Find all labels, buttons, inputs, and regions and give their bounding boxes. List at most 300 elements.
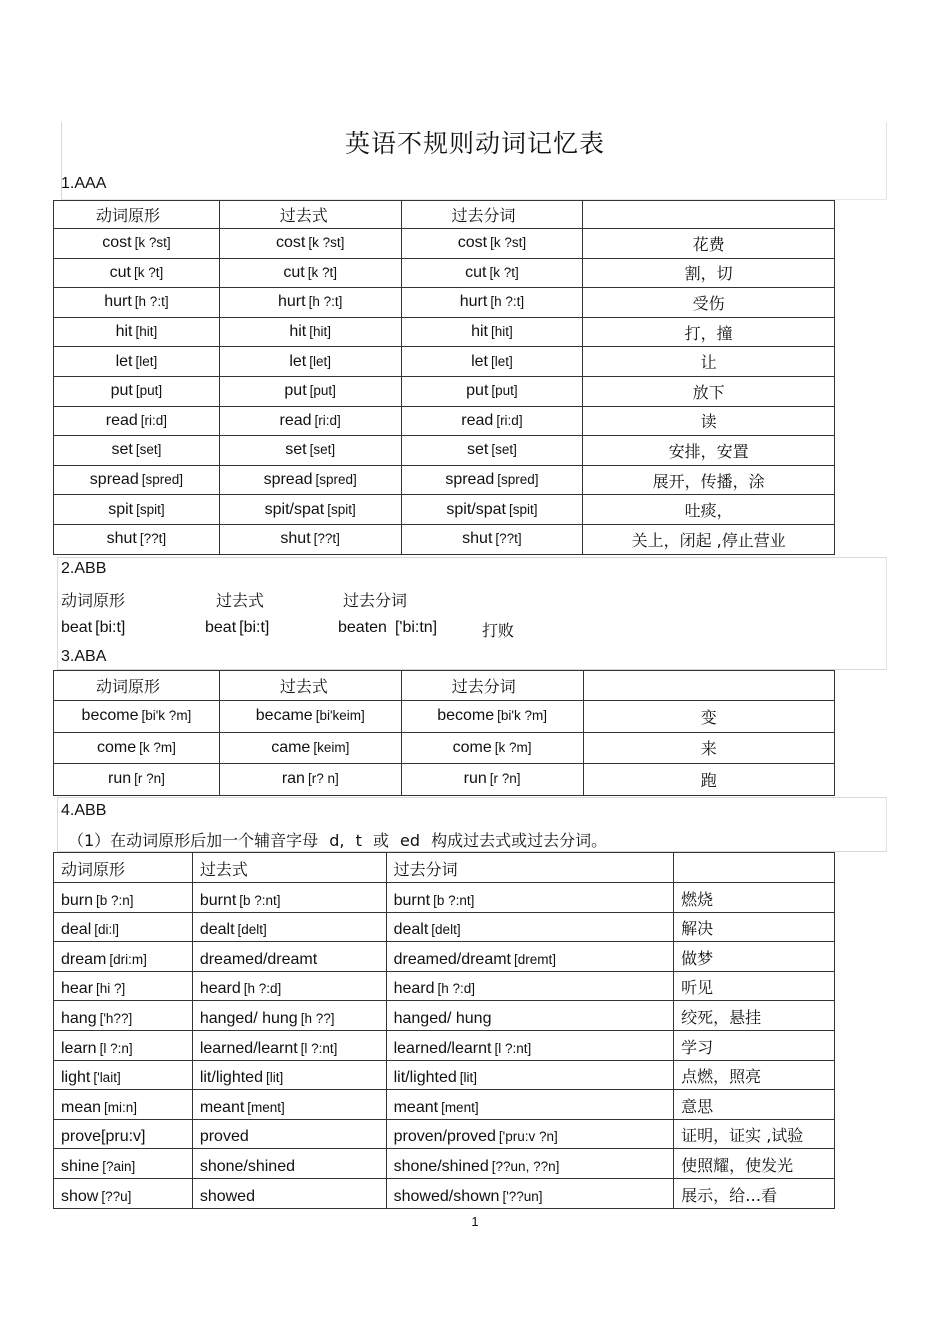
past-participle-cell-ipa: [ment] [441,1099,479,1115]
past-tense-cell [219,465,401,495]
abb-header-base: 动词原形 [61,591,126,610]
past-tense-cell [219,317,401,347]
base-form-cell-word: set [111,441,133,459]
base-form-cell-word: let [115,352,133,370]
base-form-cell [54,524,220,554]
base-form-cell-word: read [105,411,138,429]
meaning-cell-text: 花费 [692,234,725,254]
past-participle-cell-ipa: [k ?t] [489,264,519,280]
past-tense-cell-word: became [255,707,313,725]
meaning-cell-text: 展开，传播，涂 [652,471,765,491]
column-header: 过去式 [192,853,386,883]
table-row [54,288,835,318]
page-title: 英语不规则动词记忆表 [344,129,605,158]
past-tense-cell-word: meant [199,1098,245,1116]
abb-pp: beaten [338,619,387,636]
past-participle-cell-word: cost [457,234,488,252]
abb-base: beat [61,619,93,636]
table-row [54,1178,835,1208]
table-header-row [54,853,835,883]
base-form-cell-ipa: [bi'k ?m] [141,708,192,724]
past-tense-cell-word: cut [283,263,305,281]
table-header-row [54,671,835,701]
table-row [54,376,835,406]
past-participle-cell-word: hanged/ hung [393,1009,492,1027]
table-row [54,1060,835,1090]
meaning-cell-text: 割，切 [684,264,733,284]
past-participle-cell-ipa: [delt] [431,922,461,938]
base-form-cell [54,1030,193,1060]
base-form-cell [54,376,220,406]
past-participle-cell [386,1149,674,1179]
past-participle-cell-word: spit/spat [446,500,506,518]
past-participle-cell [401,701,583,733]
meaning-cell [674,1090,835,1120]
column-header: 动词原形 [54,853,193,883]
base-form-cell-ipa: [put] [135,383,163,399]
base-form-cell-word: hurt [104,293,132,311]
past-tense-cell-ipa: [hit] [309,324,331,340]
base-form-cell-ipa: [spit] [136,501,165,517]
abb-past-ipa: [bi:t] [239,619,270,636]
past-tense-cell [192,1090,386,1120]
base-form-cell-ipa: [hit] [135,324,158,340]
past-participle-cell-word: meant [393,1098,439,1116]
past-participle-cell [401,347,583,377]
base-form-cell-ipa: [spred] [141,472,183,488]
base-form-cell-ipa: [di:l] [94,922,120,938]
past-participle-cell-word: shone/shined [393,1157,489,1175]
past-participle-cell [386,1090,674,1120]
past-participle-cell-word: spread [445,471,495,489]
past-tense-cell-word: dealt [199,921,235,939]
past-participle-cell-word: read [461,411,494,429]
meaning-cell [674,912,835,942]
past-tense-cell-ipa: [spred] [315,472,357,488]
base-form-cell-word: become [81,707,139,725]
meaning-cell [583,524,835,554]
past-tense-cell-ipa: [r? n] [307,771,339,787]
table-row [54,971,835,1001]
past-tense-cell-ipa: [lit] [265,1070,284,1086]
meaning-cell-text: 解决 [681,919,714,939]
past-tense-cell-word: read [279,411,312,429]
base-form-cell [54,912,193,942]
past-tense-cell [192,912,386,942]
past-tense-cell [219,764,401,796]
base-form-cell [54,1001,193,1031]
past-tense-cell-word: lit/lighted [199,1069,263,1087]
section-frame-abb-aba [57,557,887,670]
past-tense-cell [219,288,401,318]
past-tense-cell-ipa: [keim] [313,739,350,755]
meaning-cell-text: 关上，闭起 ,停止营业 [631,530,786,550]
past-participle-cell-word: hurt [459,293,488,311]
past-participle-cell-ipa: [l ?:nt] [494,1040,532,1056]
meaning-cell [583,229,835,259]
column-header: 动词原形 [54,671,220,701]
table-row [54,883,835,913]
past-participle-cell-ipa: [set] [491,442,517,458]
meaning-cell [583,406,835,436]
base-form-cell-word: shine [61,1157,100,1175]
meaning-cell-text: 燃烧 [681,889,714,909]
base-form-cell-ipa: ['h??] [99,1010,133,1026]
past-participle-cell [401,229,583,259]
base-form-cell [54,406,220,436]
past-participle-cell-ipa: [spit] [508,501,538,517]
abb-header-pp: 过去分词 [343,591,408,610]
table-row [54,942,835,972]
table-row [54,1090,835,1120]
past-tense-cell [192,1149,386,1179]
base-form-cell-ipa: [l ?:n] [99,1040,133,1056]
base-form-cell-word: hear [61,980,94,998]
column-header: 过去式 [219,671,401,701]
meaning-cell-text: 来 [700,739,717,759]
past-tense-cell-word: heard [199,980,241,998]
meaning-cell-text: 打，撞 [684,323,733,343]
past-tense-cell-ipa: [l ?:nt] [300,1040,338,1056]
past-participle-cell-word: dealt [393,921,429,939]
past-tense-cell-ipa: [k ?st] [308,235,345,251]
base-form-cell [54,971,193,1001]
base-form-cell-ipa: [dri:m] [109,951,147,967]
past-tense-cell [219,376,401,406]
column-header: 过去分词 [386,853,674,883]
past-participle-cell-ipa: [k ?m] [494,739,532,755]
past-tense-cell-ipa: [ri:d] [314,412,341,428]
past-tense-cell-word: came [271,738,311,756]
meaning-cell-text: 使照耀，使发光 [681,1155,794,1175]
past-tense-cell-word: shut [280,530,311,548]
past-tense-cell-word: showed [199,1187,255,1205]
past-participle-cell-word: let [471,352,488,370]
meaning-cell-text: 让 [700,353,717,373]
base-form-cell [54,347,220,377]
base-form-cell-ipa: [??t] [139,531,167,547]
base-form-cell [54,229,220,259]
column-header: 过去式 [219,201,401,229]
past-tense-cell [219,258,401,288]
past-tense-cell [219,406,401,436]
meaning-cell-text: 绞死，悬挂 [681,1007,762,1027]
past-participle-cell-ipa: ['pru:v ?n] [498,1129,558,1145]
past-participle-cell-word: burnt [393,891,431,909]
past-participle-cell-ipa: ['??un] [502,1188,543,1204]
past-participle-cell-word: run [463,770,487,788]
base-form-cell-ipa: [h ?:t] [134,294,169,310]
aaa-table [53,200,835,555]
base-form-cell [54,701,220,733]
past-tense-cell-word: put [284,382,307,400]
past-tense-cell [219,524,401,554]
past-participle-cell-ipa: [??t] [495,531,522,547]
past-tense-cell-ipa: [spit] [327,501,356,517]
past-participle-cell-word: shut [462,530,493,548]
abb-base-cell [61,619,125,637]
meaning-cell [674,1119,835,1149]
table-row [54,229,835,259]
past-tense-cell-word: hanged/ hung [199,1009,298,1027]
meaning-cell [583,347,835,377]
section-note: （1）在动词原形后加一个辅音字母 d, t 或 ed 构成过去式或过去分词。 [68,831,608,850]
base-form-cell [54,732,220,764]
past-participle-cell-word: set [467,441,489,459]
base-form-cell-ipa: ['lait] [93,1070,121,1086]
base-form-cell [54,258,220,288]
past-participle-cell-ipa: [hit] [491,324,513,340]
base-form-cell-word: prove[pru:v] [61,1128,146,1146]
past-tense-cell-ipa: [b ?:nt] [239,892,281,908]
past-tense-cell-word: ran [281,770,305,788]
meaning-cell [583,258,835,288]
section-label-aba: 3.ABA [61,648,107,665]
base-form-cell-word: cost [102,234,132,252]
past-participle-cell [401,317,583,347]
past-tense-cell-word: let [289,352,307,370]
past-participle-cell-ipa: [k ?st] [490,235,527,251]
base-form-cell-word: mean [61,1098,102,1116]
table-row [54,701,835,733]
column-header: 动词原形 [54,201,220,229]
past-participle-cell-ipa: [bi'k ?m] [497,708,547,724]
past-participle-cell-ipa: [spred] [497,472,539,488]
base-form-cell-word: spread [89,471,139,489]
past-participle-cell [386,1030,674,1060]
base-form-cell [54,317,220,347]
past-tense-cell-ipa: [ment] [247,1099,285,1115]
meaning-cell-text: 安排，安置 [668,441,749,461]
base-form-cell-ipa: [hi ?] [96,981,126,997]
meaning-cell-text: 证明，证实 ,试验 [681,1126,804,1146]
base-form-cell-word: deal [61,921,92,939]
base-form-cell-word: put [110,382,133,400]
past-participle-cell-ipa: [dremt] [513,951,556,967]
past-participle-cell-word: dreamed/dreamt [393,950,511,968]
table-row [54,912,835,942]
past-participle-cell [401,436,583,466]
abb-suffix-table [53,852,835,1209]
past-tense-cell-word: proved [199,1128,249,1146]
column-header: 过去分词 [401,671,583,701]
past-participle-cell [401,376,583,406]
meaning-cell-text: 受伤 [692,293,725,313]
past-participle-cell-ipa: [lit] [459,1070,478,1086]
column-header [583,201,835,229]
base-form-cell [54,495,220,525]
past-tense-cell-ipa: [??t] [313,531,340,547]
past-tense-cell-word: burnt [199,891,237,909]
meaning-cell [583,701,834,733]
column-header [674,853,835,883]
past-tense-cell-ipa: [k ?t] [307,264,337,280]
past-tense-cell [192,971,386,1001]
past-participle-cell [386,1001,674,1031]
abb-past: beat [205,619,237,636]
table-row [54,317,835,347]
meaning-cell [583,495,835,525]
past-tense-cell-word: learned/learnt [199,1039,298,1057]
base-form-cell [54,436,220,466]
table-row [54,1149,835,1179]
meaning-cell-text: 听见 [681,978,714,998]
base-form-cell-word: come [96,738,137,756]
base-form-cell-word: hit [115,323,133,341]
past-participle-cell [386,1178,674,1208]
aba-table [53,670,835,796]
meaning-cell-text: 变 [700,707,717,727]
past-participle-cell-word: lit/lighted [393,1069,457,1087]
base-form-cell [54,288,220,318]
base-form-cell [54,764,220,796]
base-form-cell [54,1090,193,1120]
past-tense-cell-ipa: [h ?:t] [308,294,343,310]
meaning-cell [583,288,835,318]
base-form-cell [54,465,220,495]
past-tense-cell-word: cost [275,234,306,252]
past-tense-cell-ipa: [delt] [237,922,267,938]
base-form-cell [54,1149,193,1179]
table-row [54,524,835,554]
section-label-abb: 2.ABB [61,560,107,577]
past-tense-cell [192,1178,386,1208]
base-form-cell-ipa: [b ?:n] [96,892,134,908]
meaning-cell-text: 点燃，照亮 [681,1067,762,1087]
meaning-cell [583,376,835,406]
past-tense-cell [192,883,386,913]
column-header: 过去分词 [401,201,583,229]
past-tense-cell [219,495,401,525]
past-tense-cell-ipa: [let] [309,353,331,369]
past-participle-cell [386,1060,674,1090]
table-row [54,495,835,525]
meaning-cell [583,732,834,764]
past-participle-cell-ipa: [r ?n] [489,771,521,787]
past-participle-cell [401,288,583,318]
base-form-cell-ipa: [ri:d] [140,412,168,428]
base-form-cell-word: spit [108,500,134,518]
past-tense-cell [219,347,401,377]
past-tense-cell [219,229,401,259]
past-tense-cell-word: hit [289,323,307,341]
past-participle-cell-ipa: [put] [491,383,518,399]
meaning-cell-text: 跑 [700,770,717,790]
base-form-cell-ipa: [mi:n] [104,1099,138,1115]
past-tense-cell-ipa: [bi'keim] [315,708,365,724]
past-participle-cell [386,1119,674,1149]
base-form-cell [54,942,193,972]
past-participle-cell-word: cut [465,263,487,281]
past-tense-cell [219,701,401,733]
base-form-cell-word: hang [61,1009,97,1027]
base-form-cell-word: light [61,1069,91,1087]
base-form-cell-word: dream [61,950,107,968]
table-row [54,258,835,288]
table-row [54,347,835,377]
past-participle-cell [401,258,583,288]
abb-pp-ipa: ['bi:tn] [394,619,438,636]
abb-header-past: 过去式 [216,591,265,610]
past-tense-cell [219,436,401,466]
table-row [54,465,835,495]
past-participle-cell [386,883,674,913]
abb-past-cell [205,619,269,637]
table-row [54,1030,835,1060]
meaning-cell-text: 做梦 [681,948,714,968]
past-participle-cell-word: showed/shown [393,1187,500,1205]
past-participle-cell-word: proven/proved [393,1128,496,1146]
meaning-cell [583,436,835,466]
past-participle-cell [386,942,674,972]
table-row [54,436,835,466]
past-participle-cell-ipa: [h ?:t] [490,294,525,310]
past-participle-cell [386,971,674,1001]
abb-base-ipa: [bi:t] [95,619,126,636]
section-label-abb-2: 4.ABB [61,802,107,819]
past-tense-cell-word: spit/spat [264,500,325,518]
table-row [54,764,835,796]
past-participle-cell-ipa: [let] [491,353,513,369]
meaning-cell [583,317,835,347]
meaning-cell-text: 放下 [692,382,725,402]
past-participle-cell [401,465,583,495]
base-form-cell-ipa: [let] [135,353,158,369]
abb-meaning: 打败 [482,621,515,640]
past-tense-cell [192,942,386,972]
base-form-cell-word: show [61,1187,99,1205]
past-participle-cell-word: put [466,382,489,400]
past-tense-cell-ipa: [h ?:d] [243,981,282,997]
past-participle-cell [401,495,583,525]
past-participle-cell-ipa: [h ?:d] [437,981,476,997]
past-tense-cell [192,1001,386,1031]
past-participle-cell [401,406,583,436]
past-participle-cell-ipa: [b ?:nt] [433,892,475,908]
past-participle-cell [386,912,674,942]
meaning-cell-text: 展示，给…看 [681,1185,778,1205]
section-label-aaa: 1.AAA [61,175,107,192]
base-form-cell-word: shut [106,530,137,548]
base-form-cell-ipa: [r ?n] [134,771,165,787]
base-form-cell [54,1060,193,1090]
meaning-cell [583,465,835,495]
meaning-cell [674,1178,835,1208]
base-form-cell-ipa: [k ?m] [139,739,176,755]
abb-pp-cell [338,619,437,637]
meaning-cell [674,971,835,1001]
table-header-row [54,201,835,229]
past-tense-cell-ipa: [put] [309,383,336,399]
past-participle-cell [401,764,583,796]
past-participle-cell-word: become [437,707,495,725]
past-tense-cell [192,1030,386,1060]
page-number: 1 [471,1214,479,1229]
base-form-cell [54,1119,193,1149]
past-tense-cell [219,732,401,764]
past-tense-cell-word: hurt [277,293,306,311]
past-participle-cell-word: come [452,738,492,756]
past-tense-cell-ipa: [h ??] [300,1010,335,1026]
base-form-cell-ipa: [set] [135,442,162,458]
meaning-cell-text: 吐痰， [684,501,733,521]
meaning-cell-text: 意思 [681,1096,714,1116]
past-participle-cell-word: hit [471,323,488,341]
table-row [54,1119,835,1149]
base-form-cell-word: learn [61,1039,97,1057]
table-row [54,406,835,436]
base-form-cell [54,883,193,913]
